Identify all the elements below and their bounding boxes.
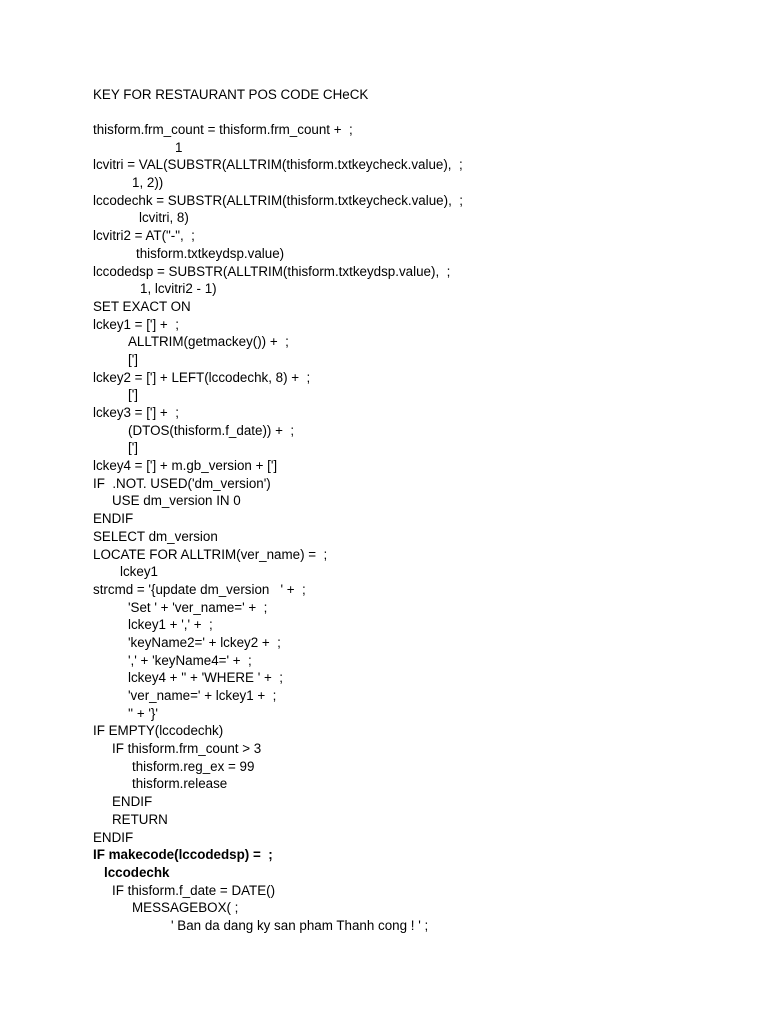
code-line: thisform.reg_ex = 99	[132, 758, 255, 774]
code-line: 1, lcvitri2 - 1)	[140, 281, 217, 297]
code-line: IF makecode(lccodedsp) = ;	[93, 847, 273, 863]
code-line: lckey1 = ['] + ;	[93, 316, 179, 332]
code-listing	[93, 121, 463, 935]
code-line: ENDIF	[93, 511, 134, 527]
code-line: lckey1	[120, 564, 158, 580]
code-line: USE dm_version IN 0	[112, 493, 241, 509]
code-line: lccodechk = SUBSTR(ALLTRIM(thisform.txtkeycheck.value), ;	[93, 192, 463, 208]
code-line: IF thisform.frm_count > 3	[112, 741, 262, 757]
code-line: IF EMPTY(lccodechk)	[93, 723, 224, 739]
code-line: IF thisform.f_date = DATE()	[112, 882, 276, 898]
code-line: lckey1 + ',' + ;	[128, 617, 213, 633]
code-line: IF .NOT. USED('dm_version')	[93, 475, 271, 491]
code-line: ',' + 'keyName4=' + ;	[128, 652, 252, 668]
code-line: ' Ban da dang ky san pham Thanh cong ! ' ;	[171, 917, 429, 933]
code-line: LOCATE FOR ALLTRIM(ver_name) = ;	[93, 546, 328, 562]
code-line: lcvitri = VAL(SUBSTR(ALLTRIM(thisform.txtkeycheck.value), ;	[93, 157, 463, 173]
code-line: ALLTRIM(getmackey()) + ;	[128, 334, 289, 350]
code-line: lcvitri, 8)	[139, 210, 189, 226]
code-line: thisform.txtkeydsp.value)	[136, 245, 285, 261]
code-line: ENDIF	[112, 794, 153, 810]
code-line: lccodechk	[104, 864, 170, 880]
code-line: RETURN	[112, 811, 168, 827]
code-line: thisform.release	[132, 776, 228, 792]
code-line: 1	[175, 139, 183, 155]
code-line: 'keyName2=' + lckey2 + ;	[128, 634, 281, 650]
code-line: MESSAGEBOX( ;	[132, 900, 239, 916]
code-line: 'Set ' + 'ver_name=' + ;	[128, 599, 268, 615]
code-line: 'ver_name=' + lckey1 + ;	[128, 688, 277, 703]
code-line: strcmd = '{update dm_version ' + ;	[93, 581, 306, 597]
code-line: lckey4 + '' + 'WHERE ' + ;	[128, 670, 283, 686]
code-line: (DTOS(thisform.f_date)) + ;	[128, 422, 295, 438]
code-line: ENDIF	[93, 829, 134, 845]
code-line: lcvitri2 = AT("-", ;	[93, 228, 195, 244]
code-line: '' + '}'	[128, 705, 158, 721]
code-line: lckey4 = ['] + m.gb_version + [']	[93, 458, 278, 474]
code-line: [']	[128, 440, 138, 456]
code-line: [']	[128, 351, 138, 367]
code-line: 1, 2))	[132, 175, 164, 191]
code-line: thisform.frm_count = thisform.frm_count + ;	[93, 122, 353, 137]
code-line: lccodedsp = SUBSTR(ALLTRIM(thisform.txtkeydsp.value), ;	[93, 263, 451, 279]
code-line: SELECT dm_version	[93, 528, 218, 544]
code-line: lckey2 = ['] + LEFT(lccodechk, 8) + ;	[93, 369, 311, 385]
document-title: KEY FOR RESTAURANT POS CODE CHeCK	[93, 87, 369, 102]
code-line: [']	[128, 387, 138, 403]
code-line: lckey3 = ['] + ;	[93, 405, 179, 420]
code-line: SET EXACT ON	[93, 298, 191, 314]
